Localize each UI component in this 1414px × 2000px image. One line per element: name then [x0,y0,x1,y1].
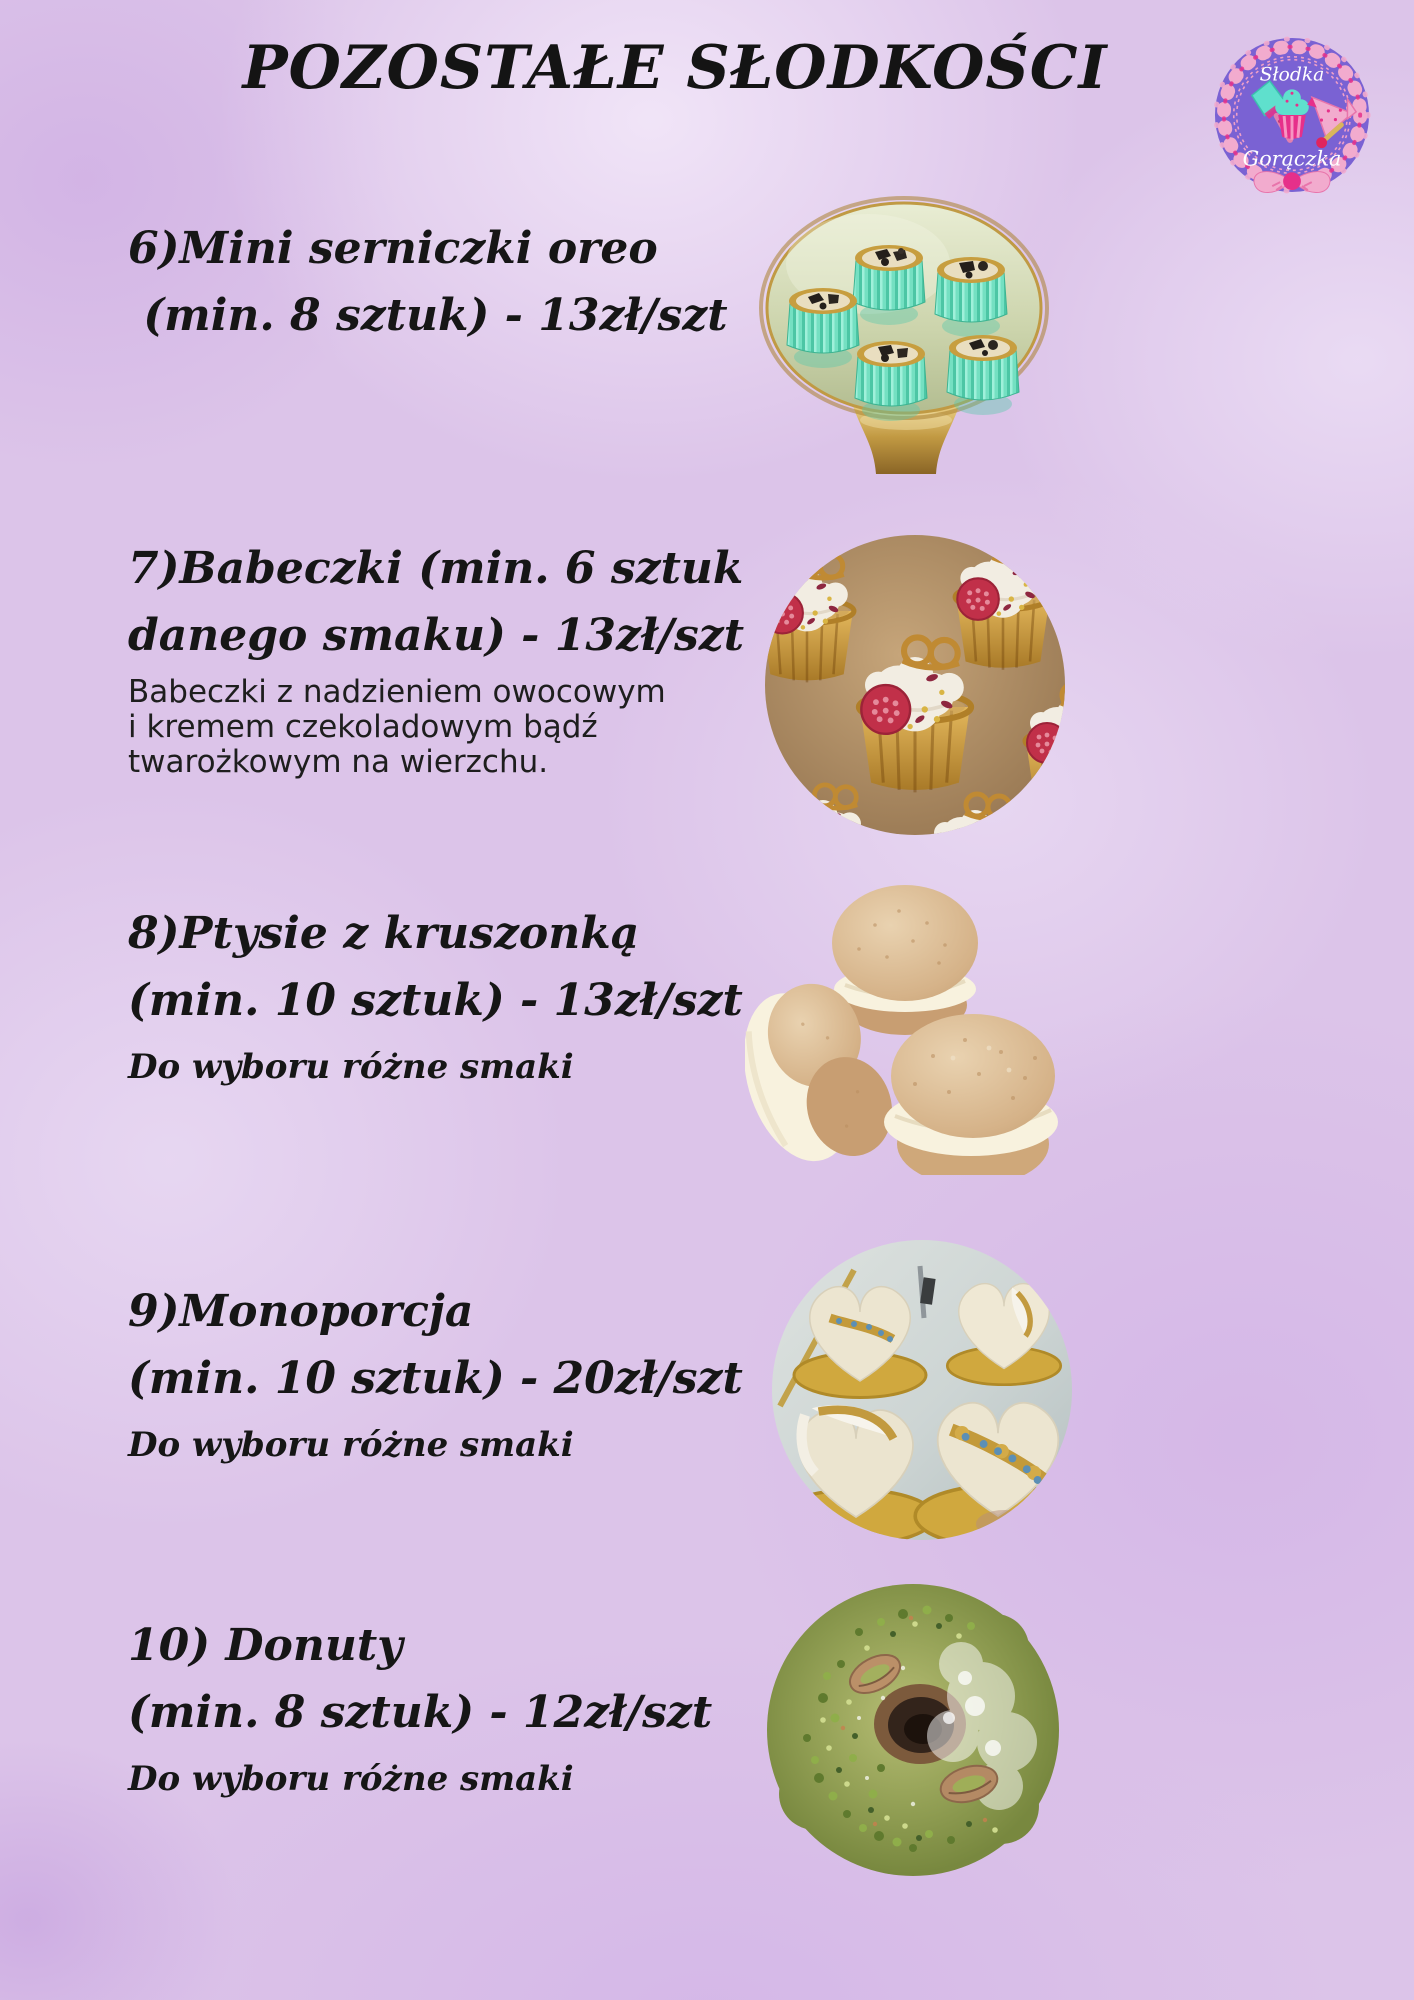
item-7-description-line3: twarożkowym na wierzchu. [128,744,549,780]
oreo-mini-cheesecakes-photo [750,166,1058,478]
item-8-text [128,900,743,1089]
item-7-description [128,675,728,780]
item-10-text [128,1612,728,1801]
item-8-title-line2: (min. 10 sztuk) - 13zł/szt [128,975,743,1026]
item-7-title-line1: 7)Babeczki (min. 6 sztuk [128,543,744,594]
page-title: POZOSTAŁE SŁODKOŚCI [242,33,1108,103]
item-9-title-line1: 9)Monoporcja [128,1286,474,1337]
item-7-title-line2: danego smaku) - 13zł/szt [128,610,745,661]
cupcake-back-top-left [765,553,854,683]
pistachio-donut-photo [763,1578,1063,1883]
bakery-logo-badge [1213,36,1371,194]
cream-puff-right [884,1014,1058,1175]
logo-name-line1: Słodka [1259,64,1325,86]
item-7-description-line1: Babeczki z nadzieniem owocowym [128,674,666,710]
item-9-title-line2: (min. 10 sztuk) - 20zł/szt [128,1353,743,1404]
item-9-note: Do wyboru różne smaki [128,1425,574,1465]
item-10-title-line2: (min. 8 sztuk) - 12zł/szt [128,1687,713,1738]
item-10-title-line1: 10) Donuty [128,1620,403,1671]
item-7-text [128,535,745,780]
item-10-note: Do wyboru różne smaki [128,1759,574,1799]
item-6-title-line2: (min. 8 sztuk) - 13zł/szt [128,290,728,341]
item-7-description-line2: i kremem czekoladowym bądź [128,709,598,745]
item-9-text [128,1278,743,1467]
mousse-desserts-photo [772,1240,1072,1540]
bow-icon [1254,172,1330,193]
cupcakes-photo [765,535,1065,835]
bakery-logo [1213,36,1371,194]
cream-puffs-photo [745,860,1065,1175]
logo-name-line2: Gorączka [1242,146,1342,171]
item-6-text [128,215,728,349]
mirror-reflection [976,1510,1032,1538]
item-6-title-line1: 6)Mini serniczki oreo [128,223,658,274]
item-8-title-line1: 8)Ptysie z kruszonką [128,908,640,959]
item-8-note: Do wyboru różne smaki [128,1047,574,1087]
